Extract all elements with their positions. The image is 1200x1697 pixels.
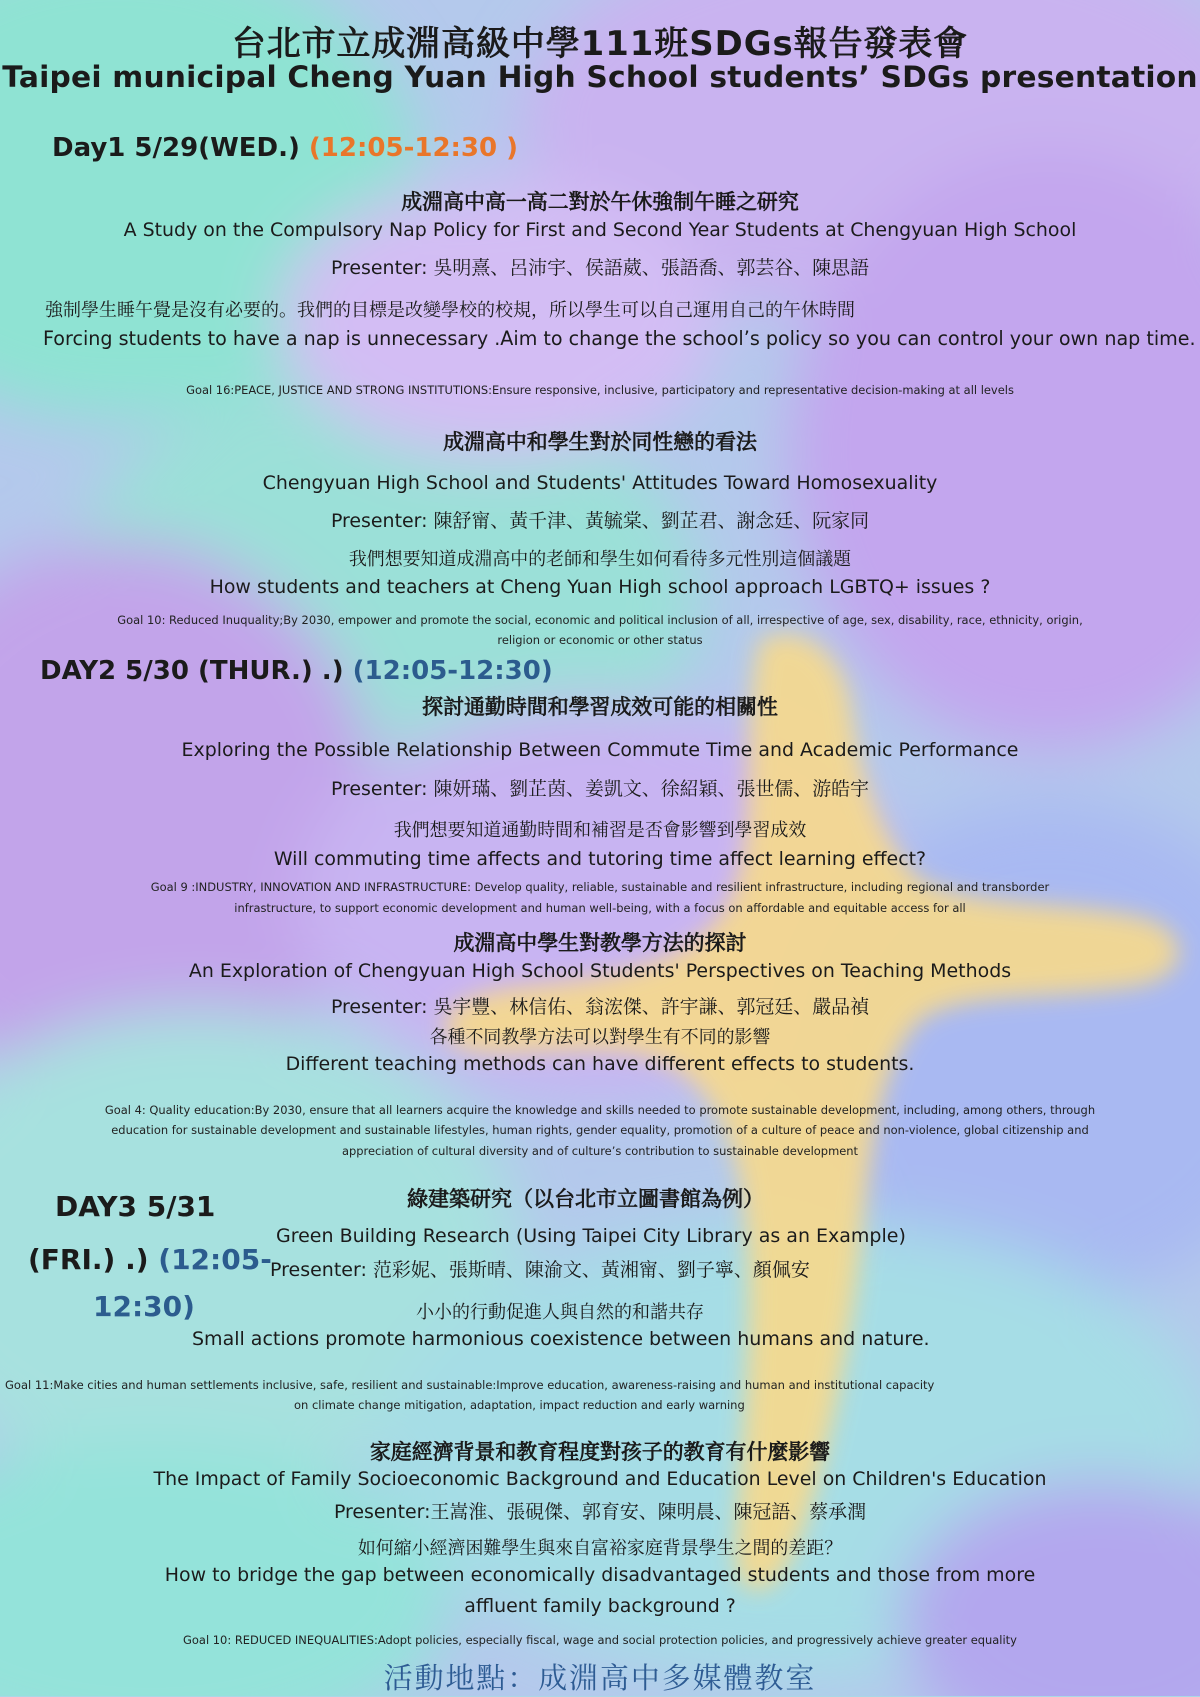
talk-title-zh: 綠建築研究（以台北市立圖書館為例） xyxy=(407,1187,764,1211)
day3-time: (12:05- xyxy=(158,1243,272,1276)
talk-summary-en: Different teaching methods can have different effects to students. xyxy=(285,1053,915,1075)
talk-title-zh: 成淵高中高一高二對於午休強制午睡之研究 xyxy=(401,190,799,214)
sdg-goal: Goal 4: Quality education:By 2030, ensure that all learners acquire the knowledge and skills needed to promote sustainable development, including, among others, through xyxy=(104,1103,1096,1117)
talk-title-zh: 探討通勤時間和學習成效可能的相關性 xyxy=(422,695,778,719)
day3-time-end: 12:30) xyxy=(93,1290,195,1323)
day3-heading-line2 xyxy=(28,1243,272,1276)
talk-title-en: The Impact of Family Socioeconomic Background and Education Level on Children's Education xyxy=(153,1468,1047,1490)
talk-title-en: Chengyuan High School and Students' Attitudes Toward Homosexuality xyxy=(262,472,938,494)
day2-heading xyxy=(40,656,553,686)
sdg-goal: Goal 16:PEACE, JUSTICE AND STRONG INSTITUTIONS:Ensure responsive, inclusive, participatory and representative decision-making at all levels xyxy=(186,383,1014,397)
poster-title-zh: 台北市立成淵高級中學111班SDGs報告發表會 xyxy=(231,24,969,63)
day2-label: DAY2 5/30 (THUR.) .) xyxy=(40,656,344,686)
sdg-goal-cont: appreciation of cultural diversity and of culture’s contribution to sustainable development xyxy=(341,1144,859,1158)
talk-presenters: Presenter: 吳明熹、呂沛宇、侯語葳、張語喬、郭芸谷、陳思語 xyxy=(330,257,870,279)
talk-summary-en: How to bridge the gap between economically disadvantaged students and those from more xyxy=(164,1564,1036,1586)
sdg-goal-cont: on climate change mitigation, adaptation, impact reduction and early warning xyxy=(294,1398,745,1412)
talk-summary-zh: 各種不同教學方法可以對學生有不同的影響 xyxy=(429,1027,771,1048)
sdg-goal: Goal 9 :INDUSTRY, INNOVATION AND INFRASTRUCTURE: Develop quality, reliable, sustainable and resilient infrastructure, including regional and transborder xyxy=(150,880,1050,894)
talk-title-zh: 成淵高中和學生對於同性戀的看法 xyxy=(443,430,757,454)
talk-summary-en: How students and teachers at Cheng Yuan High school approach LGBTQ+ issues ? xyxy=(209,576,991,598)
talk-summary-zh: 小小的行動促進人與自然的和諧共存 xyxy=(416,1302,704,1323)
day3-day: (FRI.) .) xyxy=(28,1243,149,1276)
talk-presenters: Presenter: 陳舒甯、黃千津、黃毓棠、劉芷君、謝念廷、阮家同 xyxy=(330,510,870,532)
talk-presenters: Presenter: 陳妍璊、劉芷茵、姜凱文、徐紹穎、張世儒、游皓宇 xyxy=(330,778,870,800)
sdg-goal-cont: education for sustainable development and sustainable lifestyles, human rights, gender equality, promotion of a culture of peace and non-violence, global citizenship and xyxy=(111,1123,1089,1137)
event-venue: 活動地點：成淵高中多媒體教室 xyxy=(383,1661,817,1695)
talk-title-en: An Exploration of Chengyuan High School Students' Perspectives on Teaching Methods xyxy=(188,960,1012,982)
talk-summary-en: Small actions promote harmonious coexistence between humans and nature. xyxy=(192,1328,930,1350)
day1-label: Day1 5/29(WED.) xyxy=(52,133,300,163)
talk-summary-zh: 我們想要知道成淵高中的老師和學生如何看待多元性別這個議題 xyxy=(348,549,852,570)
talk-title-zh: 成淵高中學生對教學方法的探討 xyxy=(453,931,747,955)
poster-title-en: Taipei municipal Cheng Yuan High School students’ SDGs presentation xyxy=(2,60,1198,95)
day3-label: DAY3 5/31 xyxy=(55,1190,216,1223)
day1-heading xyxy=(52,133,518,163)
talk-presenters: Presenter: 吳宇豐、林信佑、翁浤傑、許宇謙、郭冠廷、嚴品禎 xyxy=(330,996,870,1018)
talk-summary-en-cont: affluent family background ? xyxy=(464,1595,736,1617)
talk-summary-zh: 我們想要知道通勤時間和補習是否會影響到學習成效 xyxy=(393,820,807,841)
talk-summary-zh: 如何縮小經濟困難學生與來自富裕家庭背景學生之間的差距？ xyxy=(357,1538,843,1559)
talk-summary-en: Forcing students to have a nap is unnecessary .Aim to change the school’s policy so you can control your own nap time. xyxy=(43,327,1196,350)
talk-title-en: Green Building Research (Using Taipei City Library as an Example) xyxy=(276,1225,906,1247)
day2-time: (12:05-12:30) xyxy=(352,656,553,686)
talk-summary-en: Will commuting time affects and tutoring time affect learning effect? xyxy=(273,848,927,870)
talk-title-en: A Study on the Compulsory Nap Policy for First and Second Year Students at Chengyuan High School xyxy=(123,219,1077,241)
day1-time: (12:05-12:30 ) xyxy=(308,133,519,163)
talk-title-zh: 家庭經濟背景和教育程度對孩子的教育有什麼影響 xyxy=(369,1440,831,1464)
talk-presenters: Presenter:王嵩淮、張硯傑、郭育安、陳明晨、陳冠語、蔡承潤 xyxy=(333,1501,867,1523)
talk-presenters: Presenter: 范彩妮、張斯晴、陳渝文、黃湘甯、劉子寧、顏佩安 xyxy=(270,1259,810,1281)
talk-title-en: Exploring the Possible Relationship Between Commute Time and Academic Performance xyxy=(181,739,1019,761)
sdg-goal: Goal 10: REDUCED INEQUALITIES:Adopt policies, especially fiscal, wage and social protection policies, and progressively achieve greater equality xyxy=(183,1633,1017,1647)
talk-summary-zh: 強制學生睡午覺是沒有必要的。我們的目標是改變學校的校規，所以學生可以自己運用自己的午休時間 xyxy=(45,300,855,321)
sdg-goal-cont: infrastructure, to support economic development and human well-being, with a focus on affordable and equitable access for all xyxy=(234,901,966,915)
sdg-goal-cont: religion or economic or other status xyxy=(497,633,703,647)
sdg-goal: Goal 11:Make cities and human settlements inclusive, safe, resilient and sustainable:Improve education, awareness-raising and human and institutional capacity xyxy=(5,1378,935,1392)
sdg-goal: Goal 10: Reduced Inuquality;By 2030, empower and promote the social, economic and political inclusion of all, irrespective of age, sex, disability, race, ethnicity, origin, xyxy=(117,613,1083,627)
